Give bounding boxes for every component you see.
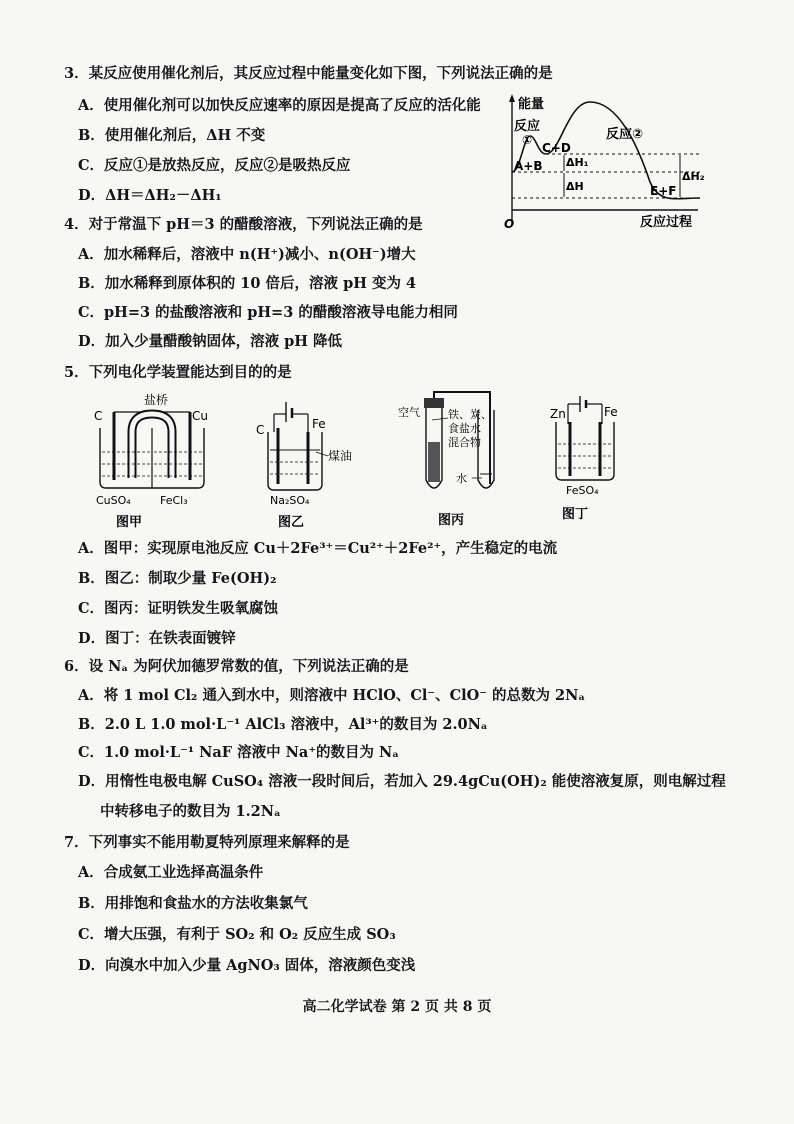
q7-stem: 7．下列事实不能用勒夏特列原理来解释的是 xyxy=(64,834,350,851)
q3-stem: 3．某反应使用催化剂后，其反应过程中能量变化如下图，下列说法正确的是 xyxy=(64,65,553,82)
jia-bridge-label: 盐桥 xyxy=(144,393,169,407)
dh-label: ΔH xyxy=(566,180,584,193)
q6-stem: 6．设 Nₐ 为阿伏加德罗常数的值，下列说法正确的是 xyxy=(64,658,409,675)
ding-caption: 图丁 xyxy=(562,507,589,522)
q3-option-b: B．使用催化剂后，ΔH 不变 xyxy=(78,127,266,144)
ding-left-electrode: Zn xyxy=(550,407,566,421)
bing-mixture-line2: 食盐水 xyxy=(448,422,481,435)
q3-option-d: D．ΔH＝ΔH₂－ΔH₁ xyxy=(78,187,222,204)
jia-caption: 图甲 xyxy=(116,515,143,530)
fig-bing xyxy=(392,388,522,532)
bing-caption: 图丙 xyxy=(438,513,465,528)
yi-caption: 图乙 xyxy=(278,515,305,530)
fig-yi xyxy=(250,392,360,532)
q6-option-a: A．将 1 mol Cl₂ 通入到水中，则溶液中 HClO、Cl⁻、ClO⁻ 的总数为 2Nₐ xyxy=(78,687,586,704)
jia-right-electrode: Cu xyxy=(192,409,208,423)
q6-option-c: C．1.0 mol·L⁻¹ NaF 溶液中 Na⁺的数目为 Nₐ xyxy=(78,744,400,761)
yi-left-electrode: C xyxy=(256,423,265,437)
q4-option-c: C．pH=3 的盐酸溶液和 pH=3 的醋酸溶液导电能力相同 xyxy=(78,304,458,321)
step1-label-line1: 反应 xyxy=(514,119,541,134)
step2-label: 反应② xyxy=(606,127,644,142)
q7-option-c: C．增大压强，有利于 SO₂ 和 O₂ 反应生成 SO₃ xyxy=(78,926,396,943)
page-footer: 高二化学试卷 第 2 页 共 8 页 xyxy=(302,999,492,1015)
q4-option-d: D．加入少量醋酸钠固体，溶液 pH 降低 xyxy=(78,333,343,350)
q5-option-c: C．图丙：证明铁发生吸氧腐蚀 xyxy=(78,600,279,617)
q4-option-b: B．加水稀释到原体积的 10 倍后，溶液 pH 变为 4 xyxy=(78,275,417,292)
jia-left-electrode: C xyxy=(94,409,103,423)
q7-option-a: A．合成氨工业选择高温条件 xyxy=(78,864,264,881)
q5-option-d: D．图丁：在铁表面镀锌 xyxy=(78,630,236,647)
q5-option-b: B．图乙：制取少量 Fe(OH)₂ xyxy=(78,570,277,587)
yi-oil-label: 煤油 xyxy=(328,449,353,463)
products-label: E+F xyxy=(650,184,677,198)
energy-diagram xyxy=(500,92,705,232)
q6-option-b: B．2.0 L 1.0 mol·L⁻¹ AlCl₃ 溶液中，Al³⁺的数目为 2.0Nₐ xyxy=(78,716,488,733)
ding-right-electrode: Fe xyxy=(604,405,618,419)
q4-option-a: A．加水稀释后，溶液中 n(H⁺)减小、n(OH⁻)增大 xyxy=(78,246,416,263)
fig-jia xyxy=(92,392,212,532)
reactants-label: A+B xyxy=(514,159,543,173)
fig-ding xyxy=(542,392,632,532)
yi-solution: Na₂SO₄ xyxy=(270,494,310,507)
q3-option-c: C．反应①是放热反应，反应②是吸热反应 xyxy=(78,157,351,174)
origin-label: O xyxy=(504,217,515,231)
bing-air-label: 空气 xyxy=(398,406,420,419)
q4-stem: 4．对于常温下 pH＝3 的醋酸溶液，下列说法正确的是 xyxy=(64,216,423,233)
intermediate-label: C+D xyxy=(542,141,571,155)
dh2-label: ΔH₂ xyxy=(682,170,705,183)
q7-option-d: D．向溴水中加入少量 AgNO₃ 固体，溶液颜色变浅 xyxy=(78,957,416,974)
q6-option-d-cont: 中转移电子的数目为 1.2Nₐ xyxy=(100,803,281,820)
q5-stem: 5．下列电化学装置能达到目的的是 xyxy=(64,364,292,381)
bing-water-label: 水 xyxy=(456,472,467,485)
q3-option-a: A．使用催化剂可以加快反应速率的原因是提高了反应的活化能 xyxy=(78,97,481,114)
ding-solution: FeSO₄ xyxy=(566,484,599,497)
energy-ylabel: 能量 xyxy=(518,97,545,112)
jia-left-solution: CuSO₄ xyxy=(96,494,131,507)
q5-option-a: A．图甲：实现原电池反应 Cu＋2Fe³⁺＝Cu²⁺＋2Fe²⁺，产生稳定的电流 xyxy=(78,540,558,557)
energy-xlabel: 反应过程 xyxy=(640,215,693,230)
dh1-label: ΔH₁ xyxy=(566,156,589,169)
q7-option-b: B．用排饱和食盐水的方法收集氯气 xyxy=(78,895,308,912)
q6-option-d: D．用惰性电极电解 CuSO₄ 溶液一段时间后，若加入 29.4gCu(OH)₂ 能使溶液复原，则电解过程 xyxy=(78,773,726,790)
bing-mixture-line1: 铁、炭、 xyxy=(448,408,492,421)
step1-label-line2: ① xyxy=(522,133,533,147)
yi-right-electrode: Fe xyxy=(312,417,326,431)
bing-mixture-line3: 混合物 xyxy=(448,436,481,449)
jia-right-solution: FeCl₃ xyxy=(160,494,188,507)
